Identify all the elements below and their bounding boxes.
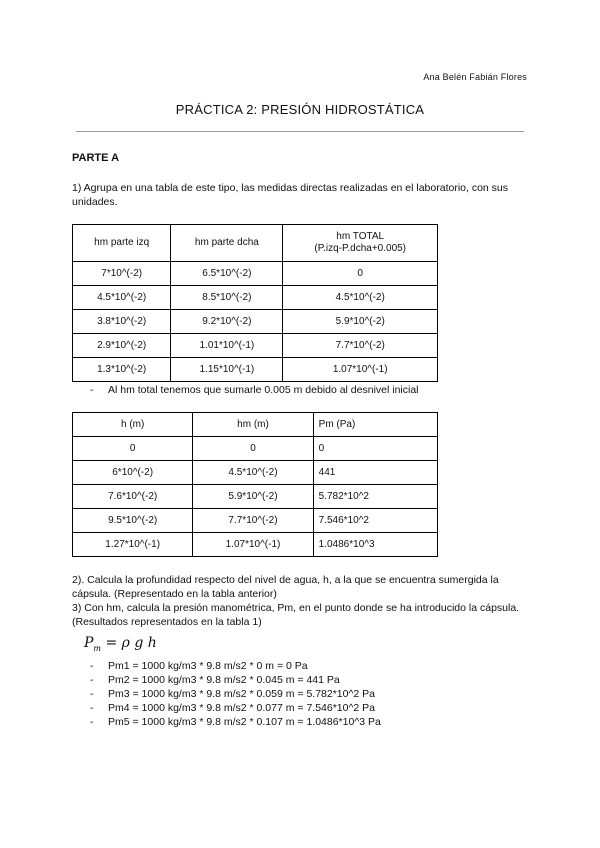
header-hm: hm (m) [193,413,313,437]
header-hm-total-label: hm TOTAL [336,231,385,242]
table-cell: 1.15*10^(-1) [171,358,283,382]
list-item-text: Pm3 = 1000 kg/m3 * 9.8 m/s2 * 0.059 m = 5.782*10^2 Pa [108,688,376,700]
table-cell: 1.07*10^(-1) [283,358,438,382]
list-item [90,673,340,687]
formula-subscript: m [93,643,102,653]
title-divider [76,131,524,132]
table-cell: 5.9*10^(-2) [283,310,438,334]
page-title: PRÁCTICA 2: PRESIÓN HIDROSTÁTICA [175,102,425,117]
table-row [73,437,438,461]
list-item [90,715,381,729]
table-cell: 1.01*10^(-1) [171,334,283,358]
table-row [73,262,438,286]
table-cell: 0 [193,437,313,461]
table-cell: 1.3*10^(-2) [73,358,171,382]
note-1-text: Al hm total tenemos que sumarle 0.005 m debido al desnivel inicial [108,384,419,396]
list-item [90,701,375,715]
list-item [90,659,308,673]
table-cell: 7*10^(-2) [73,262,171,286]
table-cell: 5.782*10^2 [313,485,437,509]
table-row [73,334,438,358]
header-pm: Pm (Pa) [313,413,437,437]
table-header-row [73,413,438,437]
table-cell: 0 [283,262,438,286]
measurements-table [72,224,438,382]
table-row [73,509,438,533]
table-cell: 441 [313,461,437,485]
table-cell: 8.5*10^(-2) [171,286,283,310]
header-hm-izq: hm parte izq [73,225,171,262]
list-item-text: Pm2 = 1000 kg/m3 * 9.8 m/s2 * 0.045 m = 441 Pa [108,674,340,686]
dash-bullet: - [90,674,94,686]
dash-bullet: - [90,660,94,672]
list-item [90,687,375,701]
formula-lhs: P [84,635,94,651]
table-row [73,485,438,509]
table-cell: 4.5*10^(-2) [283,286,438,310]
list-item-text: Pm1 = 1000 kg/m3 * 9.8 m/s2 * 0 m = 0 Pa [108,660,308,672]
question-3: 3) Con hm, calcula la presión manométrica, Pm, en el punto donde se ha introducido la cápsula. (Resultados representados en la tabla 1) [72,602,520,628]
table-cell: 3.8*10^(-2) [73,310,171,334]
list-item-text: Pm4 = 1000 kg/m3 * 9.8 m/s2 * 0.077 m = 7.546*10^2 Pa [108,702,376,714]
table-cell: 7.546*10^2 [313,509,437,533]
header-hm-dcha: hm parte dcha [171,225,283,262]
table-row [73,358,438,382]
table-row [73,533,438,557]
pressure-formula [84,635,157,653]
table-cell: 0 [313,437,437,461]
dash-bullet: - [90,702,94,714]
table-cell: 0 [73,437,193,461]
pressure-table [72,412,438,557]
table-cell: 7.7*10^(-2) [283,334,438,358]
question-1: 1) Agrupa en una tabla de este tipo, las medidas directas realizadas en el laboratorio, con sus unidades. [72,182,509,208]
table-cell: 6*10^(-2) [73,461,193,485]
table-cell: 2.9*10^(-2) [73,334,171,358]
table-cell: 4.5*10^(-2) [73,286,171,310]
list-item-text: Pm5 = 1000 kg/m3 * 9.8 m/s2 * 0.107 m = 1.0486*10^3 Pa [108,716,381,728]
header-h: h (m) [73,413,193,437]
questions-2-3 [72,573,532,629]
table-row [73,286,438,310]
table-cell: 1.0486*10^3 [313,533,437,557]
table-cell: 5.9*10^(-2) [193,485,313,509]
table-header-row [73,225,438,262]
table-cell: 6.5*10^(-2) [171,262,283,286]
table-cell: 4.5*10^(-2) [193,461,313,485]
header-hm-total-formula: (P.izq-P.dcha+0.005) [314,243,407,254]
note-1 [90,384,419,396]
question-2: 2). Calcula la profundidad respecto del nivel de agua, h, a la que se encuentra sumergida la cápsula. (Representado en la tabla anterior) [72,574,499,600]
table-cell: 1.27*10^(-1) [73,533,193,557]
dash-bullet: - [90,716,94,728]
section-heading: PARTE A [72,152,120,164]
table-cell: 9.5*10^(-2) [73,509,193,533]
header-hm-total [283,225,438,262]
table-row [73,461,438,485]
author-name: Ana Belén Fabián Flores [423,72,527,82]
table-cell: 7.7*10^(-2) [193,509,313,533]
table-cell: 9.2*10^(-2) [171,310,283,334]
dash-bullet: - [90,384,94,396]
dash-bullet: - [90,688,94,700]
table-row [73,310,438,334]
formula-rhs: = ρ g h [105,635,157,651]
table-cell: 7.6*10^(-2) [73,485,193,509]
table-cell: 1.07*10^(-1) [193,533,313,557]
